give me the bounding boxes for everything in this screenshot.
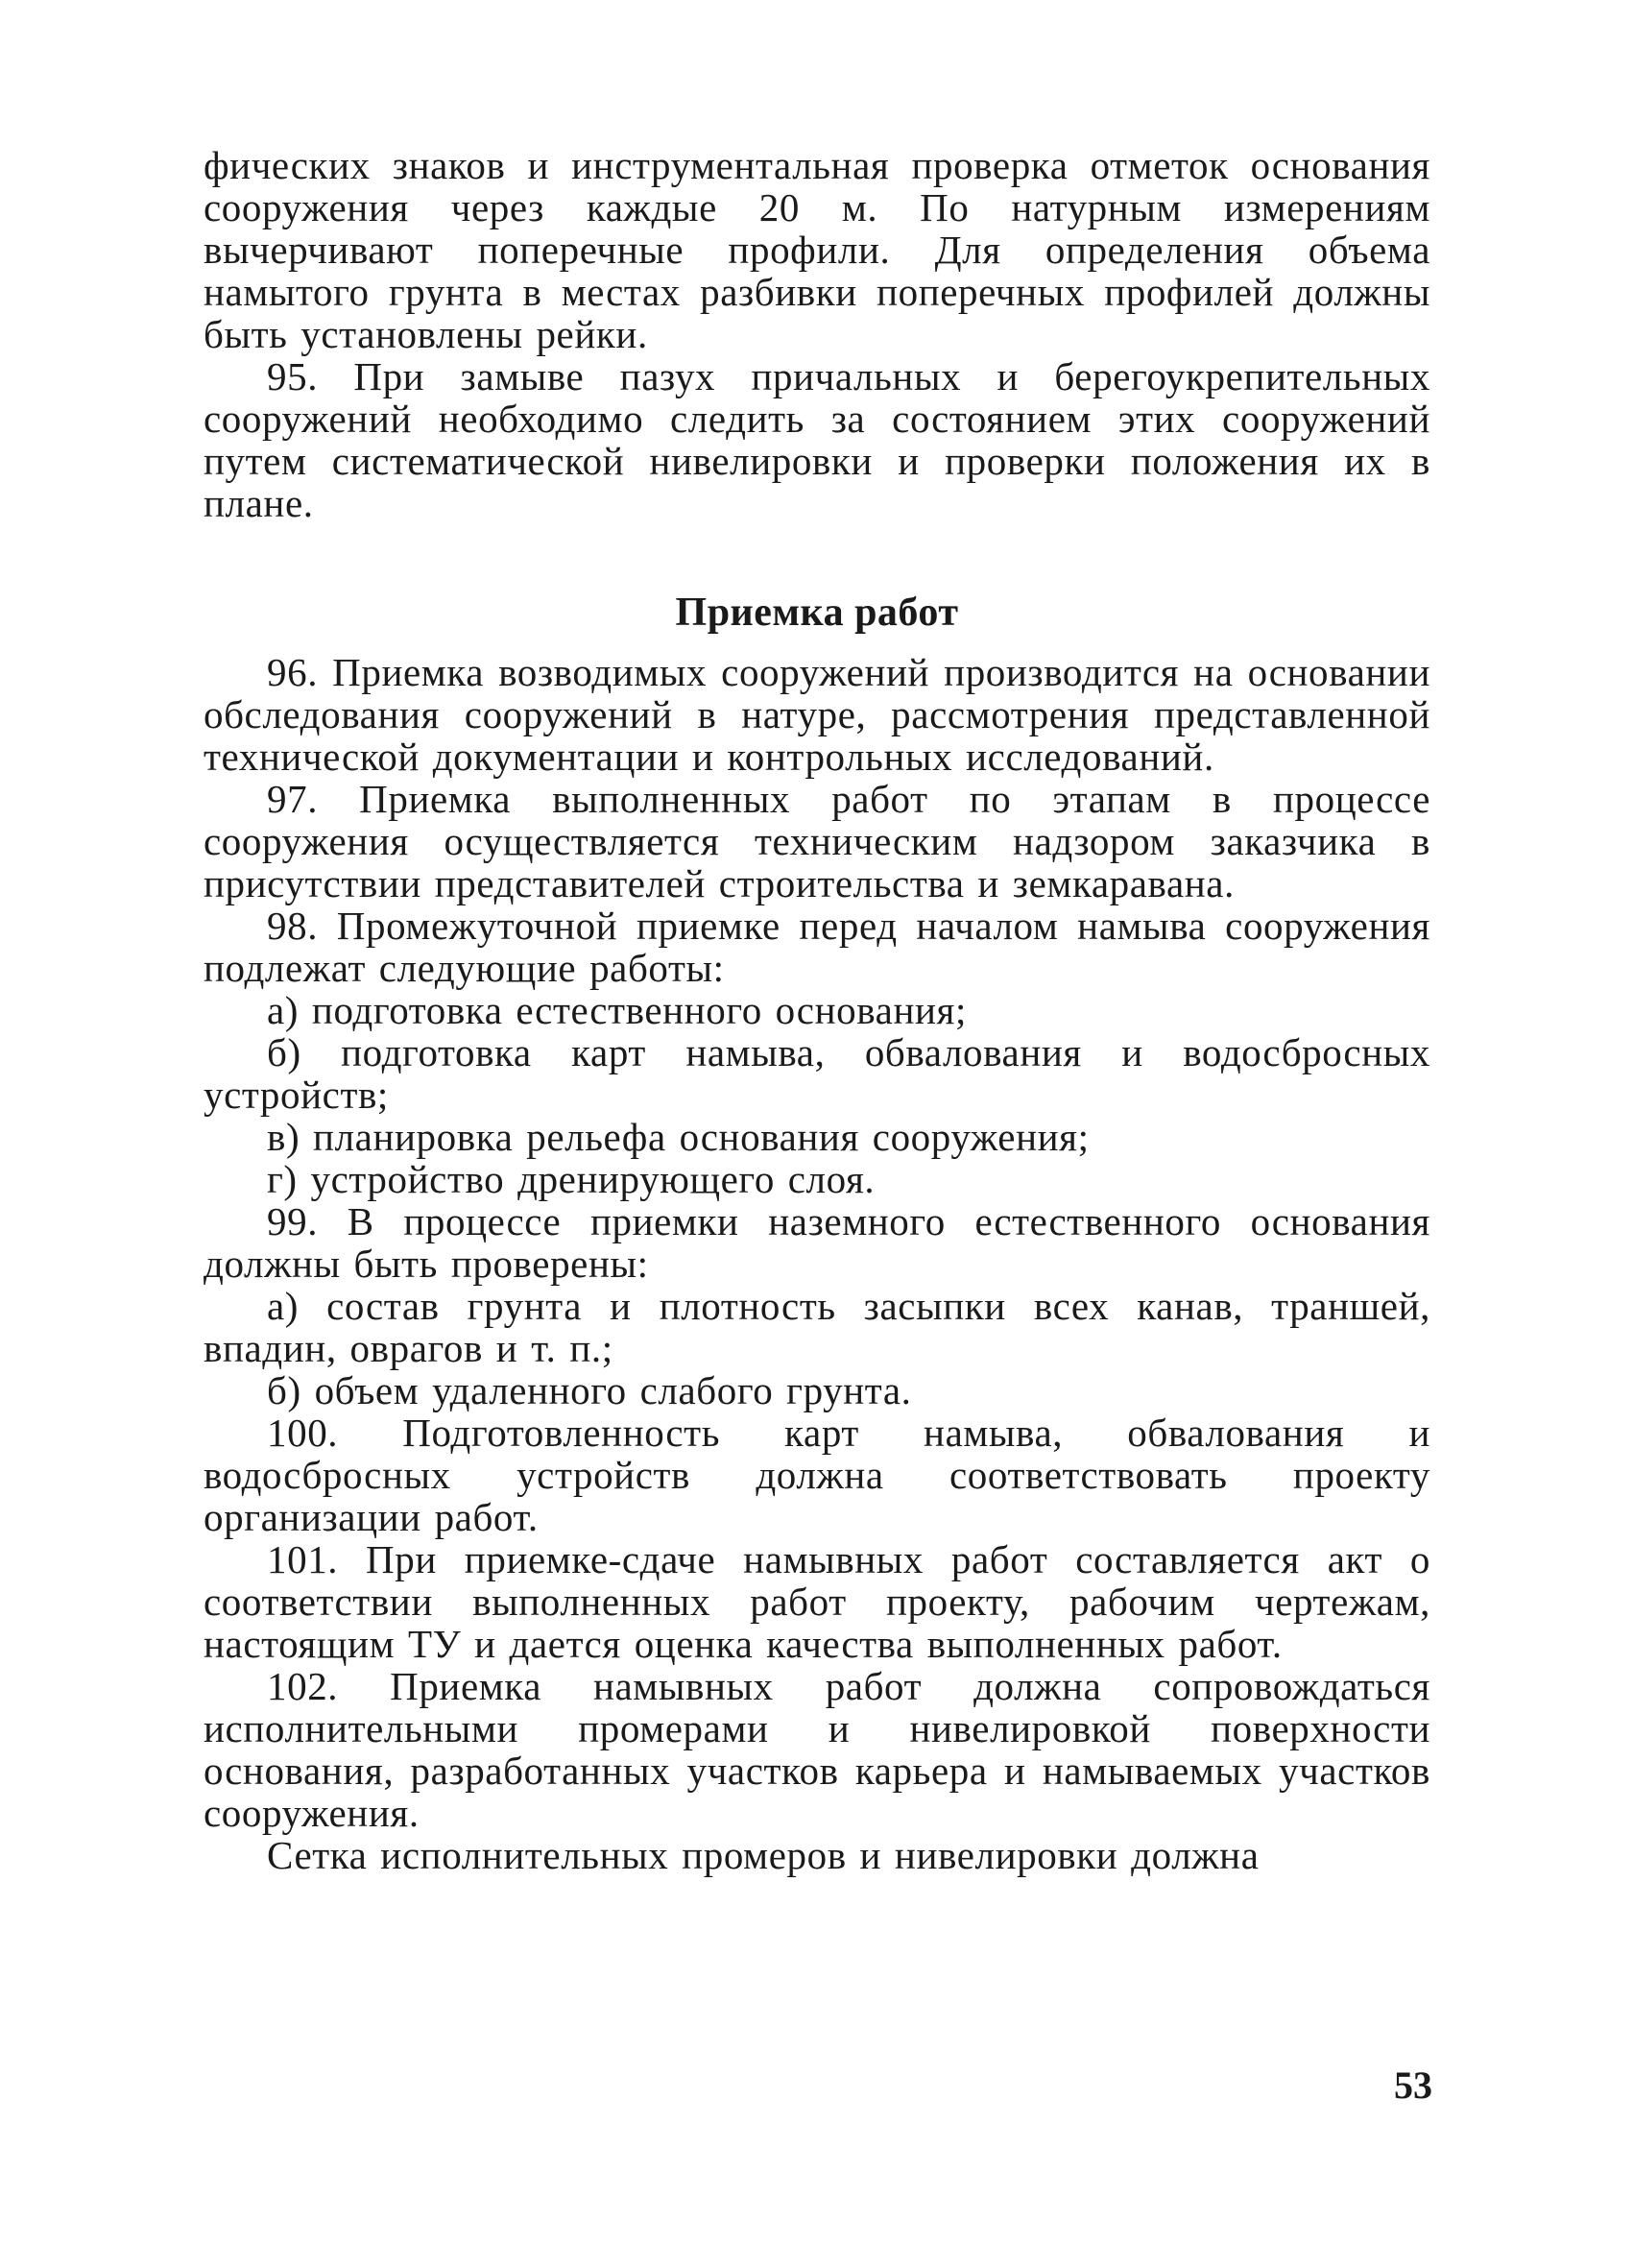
paragraph-101: 101. При приемке-сдаче намывных работ составляется акт о соответствии выполненных работ проекту, рабочим чертежам, настоящим ТУ и дается оценка качества выполненных работ. bbox=[204, 1537, 1430, 1666]
list-item-98c: в) планировка рельефа основания сооружения; bbox=[267, 1115, 1090, 1159]
paragraph-97: 97. Приемка выполненных работ по этапам в процессе сооружения осуществляется техническим надзором заказчика в присутствии представителей строительства и земкаравана. bbox=[204, 777, 1430, 905]
paragraph-102: 102. Приемка намывных работ должна сопровождаться исполнительными промерами и нивелировкой поверхности основания, разработанных участков карьера и намываемых участков сооружения. bbox=[204, 1664, 1430, 1835]
paragraph-95: 95. При замыве пазух причальных и берегоукрепительных сооружений необходимо следить за состоянием этих сооружений путем систематической нивелировки и проверки положения их в плане. bbox=[204, 354, 1430, 525]
paragraph-99: 99. В процессе приемки наземного естественного основания должны быть проверены: bbox=[204, 1199, 1430, 1286]
list-item-99a: а) состав грунта и плотность засыпки всех канав, траншей, впадин, оврагов и т. п.; bbox=[204, 1284, 1430, 1370]
paragraph-100: 100. Подготовленность карт намыва, обвалования и водосбросных устройств должна соответствовать проекту организации работ. bbox=[204, 1411, 1430, 1539]
section-heading: Приемка работ bbox=[675, 591, 959, 635]
list-item-98a: а) подготовка естественного основания; bbox=[267, 988, 967, 1032]
list-item-98b: б) подготовка карт намыва, обвалования и водосбросных устройств; bbox=[204, 1030, 1430, 1117]
list-item-99b: б) объем удаленного слабого грунта. bbox=[267, 1368, 912, 1412]
list-item-98d: г) устройство дренирующего слоя. bbox=[267, 1157, 876, 1201]
paragraph-98: 98. Промежуточной приемке перед началом намыва сооружения подлежат следующие работы: bbox=[204, 904, 1430, 990]
top-text-block bbox=[204, 144, 1430, 524]
paragraph-96: 96. Приемка возводимых сооружений производится на основании обследования сооружений в натуре, рассмотрения представленной технической документации и контрольных исследований. bbox=[204, 650, 1430, 779]
paragraph-last: Сетка исполнительных промеров и нивелировки должна bbox=[267, 1833, 1260, 1877]
page-number: 53 bbox=[1394, 2063, 1432, 2107]
bottom-text-block bbox=[204, 651, 1430, 1876]
paragraph-continuation: фических знаков и инструментальная проверка отметок основания сооружения через каждые 20 м. По натурным измерениям вычерчивают поперечные профили. Для определения объема намытого грунта в местах разбивки поперечных профилей должны быть установлены рейки. bbox=[204, 143, 1430, 356]
page-body bbox=[204, 144, 1430, 1876]
